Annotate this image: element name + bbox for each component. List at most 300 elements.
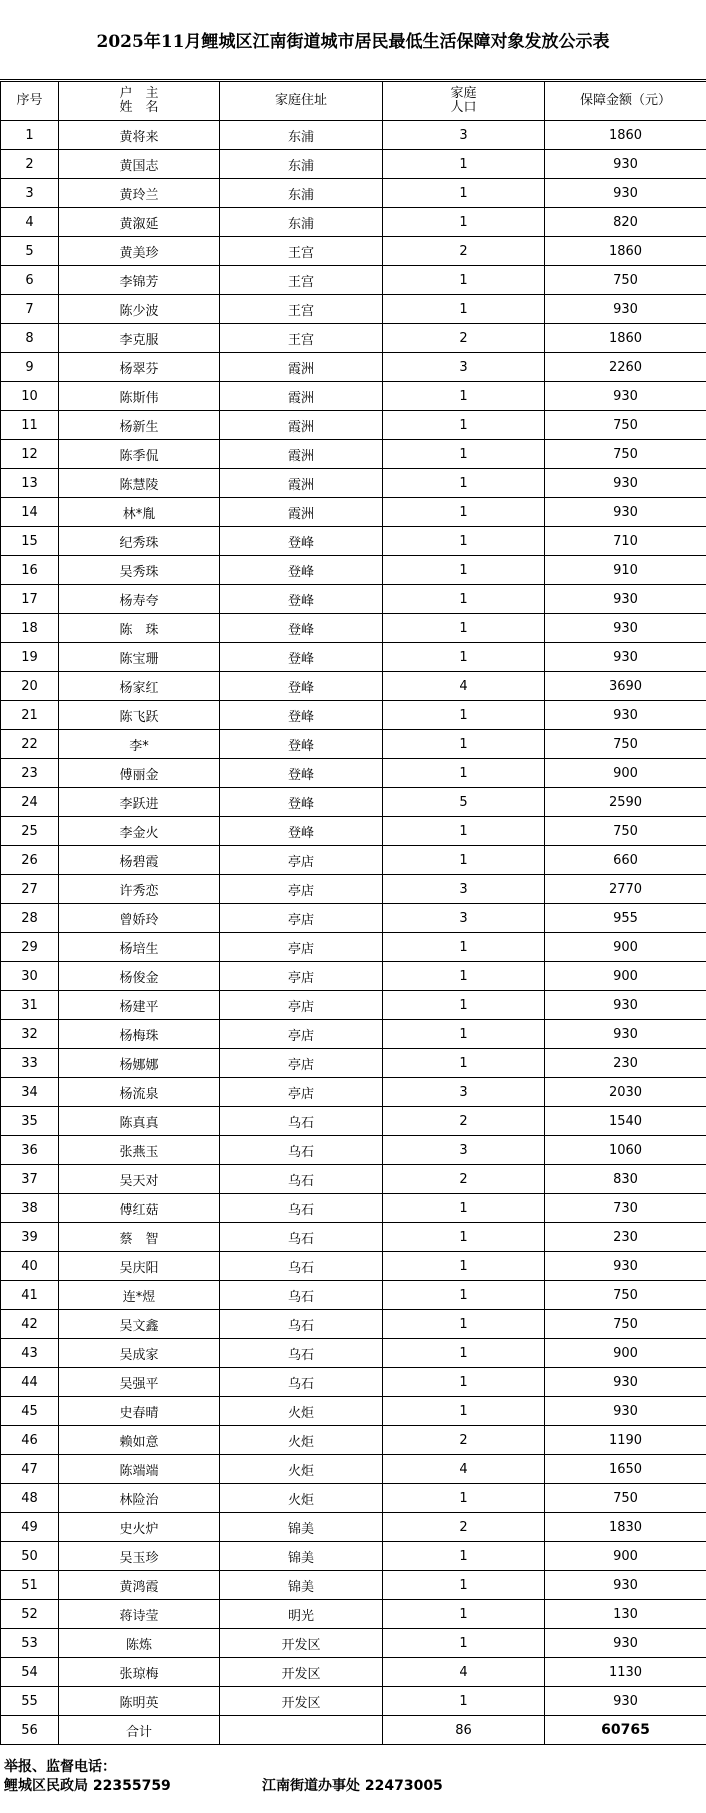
table-row — [1, 1194, 706, 1223]
cell-index: 21 — [1, 701, 59, 730]
table-row — [1, 1542, 706, 1571]
table-row — [1, 121, 706, 150]
cell-amount: 900 — [545, 933, 706, 962]
cell-address: 开发区 — [220, 1687, 383, 1716]
cell-address: 火炬 — [220, 1397, 383, 1426]
cell-amount: 930 — [545, 469, 706, 498]
cell-amount: 1650 — [545, 1455, 706, 1484]
cell-people: 1 — [383, 1049, 545, 1078]
cell-name: 许秀恋 — [59, 875, 220, 904]
cell-address: 亭店 — [220, 1049, 383, 1078]
cell-people: 2 — [383, 1513, 545, 1542]
cell-amount: 1860 — [545, 324, 706, 353]
cell-amount: 1540 — [545, 1107, 706, 1136]
cell-index: 41 — [1, 1281, 59, 1310]
cell-name: 陈斯伟 — [59, 382, 220, 411]
cell-people: 5 — [383, 788, 545, 817]
cell-people: 1 — [383, 1339, 545, 1368]
table-row — [1, 469, 706, 498]
cell-people: 1 — [383, 643, 545, 672]
cell-people: 3 — [383, 875, 545, 904]
cell-people: 1 — [383, 1571, 545, 1600]
table-row — [1, 1281, 706, 1310]
cell-address: 东浦 — [220, 208, 383, 237]
cell-people: 2 — [383, 237, 545, 266]
table-row — [1, 150, 706, 179]
cell-amount: 2260 — [545, 353, 706, 382]
cell-index: 43 — [1, 1339, 59, 1368]
cell-index: 48 — [1, 1484, 59, 1513]
cell-address: 霞洲 — [220, 498, 383, 527]
cell-index: 39 — [1, 1223, 59, 1252]
cell-name: 吴文鑫 — [59, 1310, 220, 1339]
cell-amount: 930 — [545, 614, 706, 643]
cell-amount: 710 — [545, 527, 706, 556]
cell-amount: 930 — [545, 1252, 706, 1281]
cell-people: 2 — [383, 324, 545, 353]
cell-people: 3 — [383, 1136, 545, 1165]
cell-address: 东浦 — [220, 150, 383, 179]
cell-address: 王宫 — [220, 295, 383, 324]
cell-address: 登峰 — [220, 730, 383, 759]
header-people-line1: 家庭 — [450, 86, 477, 101]
cell-amount: 930 — [545, 1397, 706, 1426]
cell-address: 亭店 — [220, 846, 383, 875]
cell-address: 霞洲 — [220, 440, 383, 469]
cell-index: 51 — [1, 1571, 59, 1600]
cell-address: 登峰 — [220, 527, 383, 556]
table-row — [1, 179, 706, 208]
cell-amount: 930 — [545, 991, 706, 1020]
cell-amount: 750 — [545, 266, 706, 295]
cell-index: 25 — [1, 817, 59, 846]
allowance-table — [0, 81, 706, 1745]
cell-index: 16 — [1, 556, 59, 585]
table-row — [1, 1339, 706, 1368]
cell-amount: 930 — [545, 1020, 706, 1049]
cell-name: 林险治 — [59, 1484, 220, 1513]
header-amount: 保障金额（元） — [545, 82, 706, 121]
table-row — [1, 440, 706, 469]
cell-amount: 930 — [545, 585, 706, 614]
cell-index: 37 — [1, 1165, 59, 1194]
total-label: 合计 — [59, 1716, 220, 1745]
cell-people: 1 — [383, 266, 545, 295]
cell-name: 吴强平 — [59, 1368, 220, 1397]
cell-name: 吴庆阳 — [59, 1252, 220, 1281]
cell-amount: 930 — [545, 1687, 706, 1716]
table-row — [1, 933, 706, 962]
cell-people: 1 — [383, 1368, 545, 1397]
cell-address: 亭店 — [220, 1078, 383, 1107]
cell-name: 吴玉珍 — [59, 1542, 220, 1571]
cell-name: 陈季侃 — [59, 440, 220, 469]
cell-index: 38 — [1, 1194, 59, 1223]
cell-name: 蒋诗莹 — [59, 1600, 220, 1629]
cell-amount: 1060 — [545, 1136, 706, 1165]
cell-address: 乌石 — [220, 1339, 383, 1368]
cell-address: 火炬 — [220, 1426, 383, 1455]
total-index: 56 — [1, 1716, 59, 1745]
table-row — [1, 1252, 706, 1281]
cell-address: 锦美 — [220, 1571, 383, 1600]
cell-address: 东浦 — [220, 179, 383, 208]
cell-address: 乌石 — [220, 1165, 383, 1194]
cell-people: 1 — [383, 1600, 545, 1629]
cell-index: 47 — [1, 1455, 59, 1484]
table-row — [1, 1600, 706, 1629]
cell-address: 霞洲 — [220, 382, 383, 411]
cell-amount: 750 — [545, 411, 706, 440]
cell-name: 杨流泉 — [59, 1078, 220, 1107]
cell-address: 亭店 — [220, 904, 383, 933]
cell-people: 3 — [383, 1078, 545, 1107]
table-row — [1, 1484, 706, 1513]
cell-amount: 900 — [545, 1339, 706, 1368]
cell-people: 3 — [383, 353, 545, 382]
table-row — [1, 1049, 706, 1078]
cell-amount: 1860 — [545, 237, 706, 266]
table-row — [1, 1513, 706, 1542]
table-row — [1, 788, 706, 817]
table-row — [1, 1310, 706, 1339]
cell-index: 9 — [1, 353, 59, 382]
cell-index: 26 — [1, 846, 59, 875]
cell-address: 火炬 — [220, 1484, 383, 1513]
table-row — [1, 1397, 706, 1426]
cell-index: 54 — [1, 1658, 59, 1687]
cell-address: 登峰 — [220, 643, 383, 672]
table-row — [1, 701, 706, 730]
table-row — [1, 1629, 706, 1658]
cell-index: 22 — [1, 730, 59, 759]
cell-people: 1 — [383, 440, 545, 469]
cell-address: 王宫 — [220, 324, 383, 353]
cell-index: 19 — [1, 643, 59, 672]
cell-people: 1 — [383, 1397, 545, 1426]
cell-name: 杨家红 — [59, 672, 220, 701]
cell-address: 开发区 — [220, 1629, 383, 1658]
cell-amount: 130 — [545, 1600, 706, 1629]
table-row — [1, 353, 706, 382]
cell-address: 乌石 — [220, 1107, 383, 1136]
cell-index: 12 — [1, 440, 59, 469]
cell-index: 40 — [1, 1252, 59, 1281]
cell-name: 连*煜 — [59, 1281, 220, 1310]
table-row — [1, 904, 706, 933]
cell-people: 3 — [383, 904, 545, 933]
cell-index: 14 — [1, 498, 59, 527]
cell-amount: 930 — [545, 1571, 706, 1600]
table-row — [1, 672, 706, 701]
cell-amount: 955 — [545, 904, 706, 933]
table-row — [1, 295, 706, 324]
cell-people: 1 — [383, 1020, 545, 1049]
table-row — [1, 1107, 706, 1136]
table-row — [1, 875, 706, 904]
cell-people: 1 — [383, 701, 545, 730]
cell-amount: 750 — [545, 1484, 706, 1513]
cell-people: 2 — [383, 1107, 545, 1136]
cell-address: 乌石 — [220, 1281, 383, 1310]
cell-name: 陈炼 — [59, 1629, 220, 1658]
cell-name: 杨梅珠 — [59, 1020, 220, 1049]
cell-name: 陈少波 — [59, 295, 220, 324]
cell-people: 1 — [383, 846, 545, 875]
header-name — [59, 82, 220, 121]
cell-name: 纪秀珠 — [59, 527, 220, 556]
page-title: 2025年11月鲤城区江南街道城市居民最低生活保障对象发放公示表 — [0, 0, 706, 80]
table-row — [1, 1687, 706, 1716]
cell-amount: 930 — [545, 701, 706, 730]
cell-amount: 730 — [545, 1194, 706, 1223]
cell-amount: 2030 — [545, 1078, 706, 1107]
cell-index: 2 — [1, 150, 59, 179]
cell-people: 1 — [383, 962, 545, 991]
table-row — [1, 846, 706, 875]
table-row — [1, 1136, 706, 1165]
cell-index: 30 — [1, 962, 59, 991]
cell-name: 史火炉 — [59, 1513, 220, 1542]
cell-name: 黄将来 — [59, 121, 220, 150]
cell-address: 登峰 — [220, 672, 383, 701]
table-row — [1, 1658, 706, 1687]
cell-people: 1 — [383, 933, 545, 962]
cell-index: 7 — [1, 295, 59, 324]
cell-people: 1 — [383, 1310, 545, 1339]
cell-amount: 750 — [545, 817, 706, 846]
cell-people: 1 — [383, 179, 545, 208]
table-header-row — [1, 82, 706, 121]
cell-amount: 1860 — [545, 121, 706, 150]
cell-amount: 750 — [545, 1310, 706, 1339]
cell-address: 亭店 — [220, 1020, 383, 1049]
cell-name: 杨翠芬 — [59, 353, 220, 382]
cell-name: 张燕玉 — [59, 1136, 220, 1165]
cell-amount: 930 — [545, 179, 706, 208]
cell-index: 44 — [1, 1368, 59, 1397]
cell-name: 林*胤 — [59, 498, 220, 527]
cell-amount: 1830 — [545, 1513, 706, 1542]
cell-amount: 2590 — [545, 788, 706, 817]
cell-amount: 1130 — [545, 1658, 706, 1687]
cell-people: 3 — [383, 121, 545, 150]
cell-index: 33 — [1, 1049, 59, 1078]
cell-address: 火炬 — [220, 1455, 383, 1484]
table-row — [1, 527, 706, 556]
cell-address: 登峰 — [220, 614, 383, 643]
cell-index: 3 — [1, 179, 59, 208]
cell-people: 1 — [383, 614, 545, 643]
table-row — [1, 991, 706, 1020]
cell-address: 东浦 — [220, 121, 383, 150]
table-row — [1, 1455, 706, 1484]
table-row — [1, 1165, 706, 1194]
table-row — [1, 730, 706, 759]
header-address: 家庭住址 — [220, 82, 383, 121]
cell-address: 亭店 — [220, 962, 383, 991]
cell-people: 1 — [383, 150, 545, 179]
cell-address: 登峰 — [220, 759, 383, 788]
cell-address: 亭店 — [220, 875, 383, 904]
total-people: 86 — [383, 1716, 545, 1745]
cell-people: 1 — [383, 498, 545, 527]
cell-address: 乌石 — [220, 1136, 383, 1165]
cell-amount: 930 — [545, 1368, 706, 1397]
cell-people: 2 — [383, 1426, 545, 1455]
cell-amount: 2770 — [545, 875, 706, 904]
cell-index: 52 — [1, 1600, 59, 1629]
cell-name: 杨娜娜 — [59, 1049, 220, 1078]
header-name-line2: 姓 名 — [119, 100, 159, 115]
cell-index: 49 — [1, 1513, 59, 1542]
cell-name: 陈宝珊 — [59, 643, 220, 672]
total-amount: 60765 — [545, 1716, 706, 1745]
cell-people: 1 — [383, 759, 545, 788]
cell-address: 霞洲 — [220, 353, 383, 382]
table-row — [1, 237, 706, 266]
cell-people: 4 — [383, 672, 545, 701]
cell-name: 陈 珠 — [59, 614, 220, 643]
cell-amount: 930 — [545, 1629, 706, 1658]
cell-address: 锦美 — [220, 1513, 383, 1542]
table-row — [1, 1368, 706, 1397]
cell-index: 6 — [1, 266, 59, 295]
cell-amount: 930 — [545, 498, 706, 527]
cell-index: 17 — [1, 585, 59, 614]
cell-name: 李锦芳 — [59, 266, 220, 295]
cell-index: 55 — [1, 1687, 59, 1716]
table-row — [1, 266, 706, 295]
cell-people: 1 — [383, 730, 545, 759]
table-row — [1, 585, 706, 614]
table-row — [1, 643, 706, 672]
cell-amount: 830 — [545, 1165, 706, 1194]
cell-name: 蔡 智 — [59, 1223, 220, 1252]
table-row — [1, 1571, 706, 1600]
cell-people: 1 — [383, 817, 545, 846]
cell-name: 杨碧霞 — [59, 846, 220, 875]
cell-people: 4 — [383, 1455, 545, 1484]
cell-name: 黄鸿霞 — [59, 1571, 220, 1600]
cell-people: 1 — [383, 1484, 545, 1513]
cell-index: 31 — [1, 991, 59, 1020]
cell-name: 黄国志 — [59, 150, 220, 179]
table-row — [1, 498, 706, 527]
cell-amount: 750 — [545, 730, 706, 759]
cell-name: 李克服 — [59, 324, 220, 353]
cell-index: 36 — [1, 1136, 59, 1165]
cell-name: 张琼梅 — [59, 1658, 220, 1687]
cell-name: 杨俊金 — [59, 962, 220, 991]
cell-name: 杨培生 — [59, 933, 220, 962]
cell-index: 35 — [1, 1107, 59, 1136]
cell-amount: 750 — [545, 1281, 706, 1310]
header-index: 序号 — [1, 82, 59, 121]
table-row — [1, 614, 706, 643]
cell-amount: 230 — [545, 1049, 706, 1078]
cell-index: 28 — [1, 904, 59, 933]
table-row — [1, 817, 706, 846]
cell-people: 1 — [383, 1252, 545, 1281]
cell-address: 乌石 — [220, 1194, 383, 1223]
report-contacts — [4, 1758, 704, 1796]
cell-name: 陈端端 — [59, 1455, 220, 1484]
cell-people: 1 — [383, 556, 545, 585]
cell-people: 4 — [383, 1658, 545, 1687]
cell-address: 乌石 — [220, 1252, 383, 1281]
cell-index: 18 — [1, 614, 59, 643]
cell-address: 亭店 — [220, 933, 383, 962]
cell-amount: 930 — [545, 150, 706, 179]
table-row — [1, 1020, 706, 1049]
cell-index: 42 — [1, 1310, 59, 1339]
cell-people: 1 — [383, 469, 545, 498]
cell-index: 50 — [1, 1542, 59, 1571]
table-row — [1, 556, 706, 585]
cell-people: 1 — [383, 585, 545, 614]
cell-address: 登峰 — [220, 585, 383, 614]
cell-name: 赖如意 — [59, 1426, 220, 1455]
cell-amount: 930 — [545, 643, 706, 672]
cell-amount: 660 — [545, 846, 706, 875]
cell-name: 杨寿夸 — [59, 585, 220, 614]
table-row — [1, 382, 706, 411]
cell-name: 吴成家 — [59, 1339, 220, 1368]
cell-name: 李跃进 — [59, 788, 220, 817]
cell-index: 24 — [1, 788, 59, 817]
header-people-line2: 人口 — [450, 100, 477, 115]
cell-people: 1 — [383, 411, 545, 440]
cell-index: 15 — [1, 527, 59, 556]
cell-people: 1 — [383, 991, 545, 1020]
cell-amount: 930 — [545, 382, 706, 411]
table-row — [1, 324, 706, 353]
cell-people: 1 — [383, 208, 545, 237]
cell-people: 2 — [383, 1165, 545, 1194]
cell-name: 陈真真 — [59, 1107, 220, 1136]
cell-address: 乌石 — [220, 1223, 383, 1252]
cell-people: 1 — [383, 1194, 545, 1223]
cell-amount: 3690 — [545, 672, 706, 701]
cell-index: 4 — [1, 208, 59, 237]
report-heading: 举报、监督电话： — [4, 1759, 116, 1775]
cell-address: 登峰 — [220, 788, 383, 817]
cell-index: 27 — [1, 875, 59, 904]
cell-name: 李金火 — [59, 817, 220, 846]
cell-amount: 230 — [545, 1223, 706, 1252]
cell-name: 黄玲兰 — [59, 179, 220, 208]
cell-amount: 900 — [545, 759, 706, 788]
cell-name: 杨新生 — [59, 411, 220, 440]
cell-people: 1 — [383, 1629, 545, 1658]
cell-amount: 900 — [545, 962, 706, 991]
cell-people: 1 — [383, 527, 545, 556]
cell-address: 明光 — [220, 1600, 383, 1629]
cell-index: 32 — [1, 1020, 59, 1049]
cell-index: 1 — [1, 121, 59, 150]
cell-name: 李* — [59, 730, 220, 759]
cell-amount: 820 — [545, 208, 706, 237]
table-row — [1, 1078, 706, 1107]
header-name-line1: 户 主 — [119, 86, 159, 101]
table-row — [1, 1426, 706, 1455]
cell-people: 1 — [383, 1542, 545, 1571]
cell-name: 吴天对 — [59, 1165, 220, 1194]
cell-index: 11 — [1, 411, 59, 440]
cell-index: 53 — [1, 1629, 59, 1658]
cell-index: 8 — [1, 324, 59, 353]
